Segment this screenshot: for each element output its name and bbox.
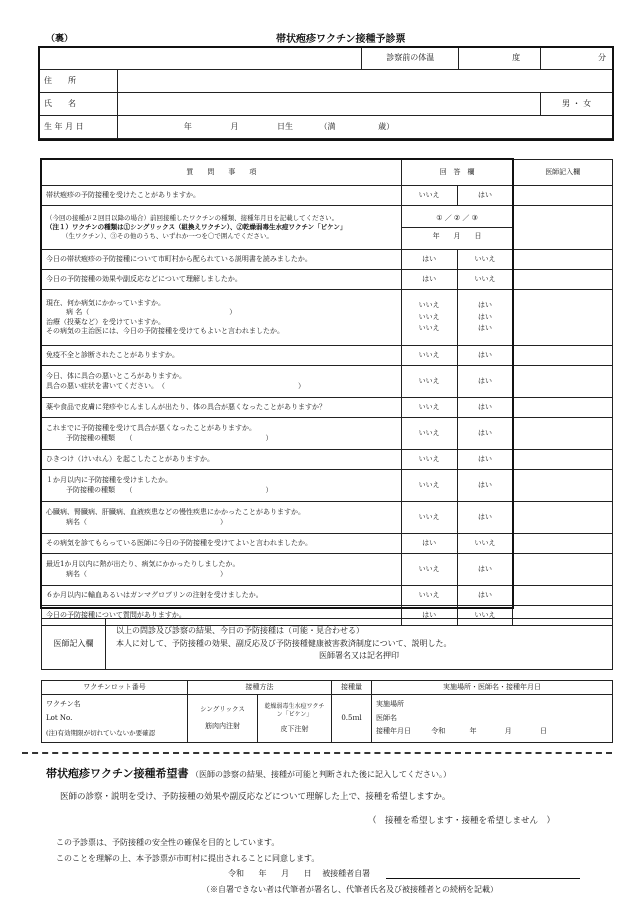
lot-number-label: Lot No. <box>46 714 73 723</box>
q14-answer-no[interactable]: いいえ <box>401 554 457 586</box>
q15-answer-no[interactable]: いいえ <box>401 586 457 606</box>
name-field[interactable] <box>117 93 540 116</box>
header-method: 接種方法 <box>188 681 332 695</box>
address-field[interactable] <box>117 70 612 93</box>
signature-era: 令和 <box>228 869 244 878</box>
q16-answer-no[interactable]: いいえ <box>457 606 513 626</box>
doctor-section-label: 医師記入欄 <box>42 619 106 670</box>
place-cell[interactable] <box>372 695 613 743</box>
question-11 <box>42 470 402 502</box>
vaccination-date-month: 月 <box>504 727 512 736</box>
question-10: ひきつけ（けいれん）を起こしたことがありますか。 <box>42 450 402 470</box>
q13-doctor-cell[interactable] <box>513 534 613 554</box>
question-14 <box>42 554 402 586</box>
q5-sick-no[interactable]: いいえ <box>418 301 440 310</box>
q5-answers-yes <box>457 290 513 346</box>
q10-doctor-cell[interactable] <box>513 450 613 470</box>
place-label: 実施場所 <box>376 700 404 709</box>
q6-answer-yes[interactable]: はい <box>457 346 513 366</box>
doctor-name-label: 医師名 <box>376 713 397 722</box>
signature-row <box>228 868 370 879</box>
question-11-line2: 予防接種の種類 （ ） <box>66 485 273 494</box>
cut-line <box>22 752 612 754</box>
signature-year: 年 <box>258 869 267 878</box>
age-open: （満 <box>319 121 336 131</box>
q9-answer-yes[interactable]: はい <box>457 418 513 450</box>
dob-field[interactable] <box>117 116 612 139</box>
vaccine-name-label: ワクチン名 <box>46 699 81 708</box>
question-15: ６か月以内に輸血あるいはガンマグロブリンの注射を受けましたか。 <box>42 586 402 606</box>
doctor-result-line: 以上の問診及び診察の結果、今日の予防接種は（可能・見合わせる） <box>116 625 364 635</box>
q4-answer-yes[interactable]: はい <box>401 270 457 290</box>
doctor-explanation-line: 本人に対して、予防接種の効果、副反応及び予防接種健康被害救済制度について、説明した。 <box>116 638 452 648</box>
q16-answer-yes[interactable]: はい <box>401 606 457 626</box>
q3-answer-no[interactable]: いいえ <box>457 250 513 270</box>
column-question: 質 問 事 項 <box>42 160 402 186</box>
column-doctor: 医師記入欄 <box>513 160 613 186</box>
vaccination-date-era: 令和 <box>431 727 446 736</box>
q15-answer-yes[interactable]: はい <box>457 586 513 606</box>
question-1: 帯状疱疹の予防接種を受けたことがありますか。 <box>42 186 402 206</box>
question-16: 今日の予防接種について質問がありますか。 <box>42 606 402 626</box>
question-5-line1: 現在、何か病気にかかっていますか。 <box>46 298 165 307</box>
personal-info-table <box>39 46 613 139</box>
vaccine-table <box>41 680 613 743</box>
q5-doctor-cell[interactable] <box>513 290 613 346</box>
q2-vaccine-choices[interactable]: ① ／ ② ／ ③ <box>402 210 513 228</box>
request-title-row <box>46 765 451 781</box>
dob-month: 月 <box>230 121 239 131</box>
sex-options[interactable]: 男 ・ 女 <box>541 93 613 116</box>
questionnaire-table <box>41 159 613 626</box>
method-biken[interactable] <box>258 695 332 743</box>
q3-doctor-cell[interactable] <box>513 250 613 270</box>
amount-value: 0.5ｍl <box>332 695 372 743</box>
q14-doctor-cell[interactable] <box>513 554 613 586</box>
question-2-line3: （生ワクチン）、③その他のうち、いずれか一つを〇で囲んでください。 <box>62 231 273 240</box>
request-title: 帯状疱疹ワクチン接種希望書 <box>46 767 189 780</box>
q12-answer-no[interactable]: いいえ <box>401 502 457 534</box>
q5-treatment-yes[interactable]: はい <box>477 312 492 321</box>
question-5-line4: その病気の主治医には、今日の予防接種を受けてもよいと言われましたか。 <box>46 326 284 335</box>
q10-answer-yes[interactable]: はい <box>457 450 513 470</box>
question-12-line2: 病名（ ） <box>66 517 227 526</box>
q10-answer-no[interactable]: いいえ <box>401 450 457 470</box>
column-answer: 回 答 欄 <box>401 160 513 186</box>
signature-label: 被接種者自署 <box>322 869 371 878</box>
expiry-note: (注)有効期限が切れていないか要確認 <box>46 728 156 737</box>
question-14-line2: 病名（ ） <box>66 569 227 578</box>
q12-doctor-cell[interactable] <box>513 502 613 534</box>
dob-label: 生 年 月 日 <box>40 116 118 139</box>
q8-doctor-cell[interactable] <box>513 398 613 418</box>
header-place: 実施場所・医師名・接種年月日 <box>372 681 613 695</box>
header-amount: 接種量 <box>332 681 372 695</box>
question-7 <box>42 366 402 398</box>
question-3: 今日の帯状疱疹の予防接種について市町村から配られている説明書を読みましたか。 <box>42 250 402 270</box>
q5-treatment-no[interactable]: いいえ <box>418 312 440 321</box>
request-choice[interactable]: （ 接種を希望します・接種を希望しません ） <box>368 816 556 826</box>
q7-answer-yes[interactable]: はい <box>457 366 513 398</box>
question-9-line1: これまでに予防接種を受けて具合が悪くなったことがありますか。 <box>46 424 256 433</box>
q2-answer[interactable] <box>401 206 513 250</box>
shingrix-label: シングリックス <box>200 705 245 714</box>
vaccination-date-label: 接種年月日 <box>376 727 411 736</box>
page-title: 帯状疱疹ワクチン接種予診票 <box>276 34 406 45</box>
question-8: 薬や食品で皮膚に発疹やじんましんが出たり、体の具合が悪くなったことがありますか？ <box>42 398 402 418</box>
question-12-line1: 心臓病、腎臓病、肝臓病、血液疾患などの慢性疾患にかかったことがありますか。 <box>46 508 305 517</box>
page-side-label: （裏） <box>46 34 74 44</box>
question-12 <box>42 502 402 534</box>
question-2-line2: （注１）ワクチンの種類は①シングリックス（組換えワクチン）、②乾燥弱毒生水痘ワクチン「ビケン」 <box>46 223 347 232</box>
q5-doctor-ok-yes[interactable]: はい <box>477 324 492 333</box>
question-7-line2: 具合の悪い症状を書いてください。 （ ） <box>46 381 305 390</box>
signature-day: 日 <box>303 869 312 878</box>
vaccination-date-year: 年 <box>469 727 477 736</box>
dob-day: 日生 <box>276 121 293 131</box>
q13-answer-yes[interactable]: はい <box>401 534 457 554</box>
q11-answer-no[interactable]: いいえ <box>401 470 457 502</box>
q7-doctor-cell[interactable] <box>513 366 613 398</box>
biken-label: 乾燥弱毒生水痘ワクチン「ビケン」 <box>264 702 325 718</box>
request-note-2: このことを理解の上、本予診票が市町村に提出されることに同意します。 <box>56 854 320 863</box>
question-9 <box>42 418 402 450</box>
question-14-line1: 最近1か月以内に熱が出たり、病気にかかったりしましたか。 <box>46 560 240 569</box>
header-lot-number: ワクチンロット番号 <box>42 681 188 695</box>
q9-answer-no[interactable]: いいえ <box>401 418 457 450</box>
temperature-minute-unit: 分 <box>598 52 606 62</box>
method-shingrix[interactable] <box>188 695 258 743</box>
q1-answer-yes[interactable]: はい <box>457 186 513 206</box>
question-11-line1: １か月以内に予防接種を受けましたか。 <box>46 476 172 485</box>
question-7-line1: 今日、体に具合の悪いところがありますか。 <box>46 372 186 381</box>
address-label: 住 所 <box>40 70 118 93</box>
q7-answer-no[interactable]: いいえ <box>401 366 457 398</box>
q12-answer-yes[interactable]: はい <box>457 502 513 534</box>
q6-doctor-cell[interactable] <box>513 346 613 366</box>
request-note-1: この予診票は、予防接種の安全性の確保を目的としています。 <box>56 838 280 847</box>
name-label: 氏 名 <box>40 93 118 116</box>
question-5-line2: 病 名（ ） <box>66 308 237 317</box>
request-title-note: （医師の診察の結果、接種が可能と判断された後に記入してください。） <box>191 770 451 779</box>
intramuscular-label: 筋肉内注射 <box>205 722 240 731</box>
dob-year: 年 <box>183 121 192 131</box>
doctor-signature-label: 医師署名又は記名押印 <box>319 651 399 661</box>
q6-answer-no[interactable]: いいえ <box>401 346 457 366</box>
subcutaneous-label: 皮下注射 <box>280 724 309 733</box>
lot-cell[interactable] <box>42 695 188 743</box>
q3-answer-yes[interactable]: はい <box>401 250 457 270</box>
question-6: 免疫不全と診断されたことがありますか。 <box>42 346 402 366</box>
q8-answer-yes[interactable]: はい <box>457 398 513 418</box>
q8-answer-no[interactable]: いいえ <box>401 398 457 418</box>
q11-answer-yes[interactable]: はい <box>457 470 513 502</box>
q1-answer-no[interactable]: いいえ <box>401 186 457 206</box>
q4-doctor-cell[interactable] <box>513 270 613 290</box>
age-close: 歳） <box>378 121 395 131</box>
question-9-line2: 予防接種の種類 （ ） <box>66 433 273 442</box>
signature-month: 月 <box>281 869 290 878</box>
q4-answer-no[interactable]: いいえ <box>457 270 513 290</box>
signature-field[interactable] <box>386 878 580 879</box>
doctor-section <box>41 618 613 670</box>
q1-doctor-cell[interactable] <box>513 186 613 206</box>
q5-sick-yes[interactable]: はい <box>477 301 492 310</box>
question-5 <box>42 290 402 346</box>
question-4: 今日の予防接種の効果や副反応などについて理解しましたか。 <box>42 270 402 290</box>
q5-doctor-ok-no[interactable]: いいえ <box>418 324 440 333</box>
q11-doctor-cell[interactable] <box>513 470 613 502</box>
q13-answer-no[interactable]: いいえ <box>457 534 513 554</box>
temperature-degree-unit: 度 <box>512 52 521 62</box>
q14-answer-yes[interactable]: はい <box>457 554 513 586</box>
question-2-line1: （今回の接種が２回目以降の場合）前回接種したワクチンの種類、接種年月日を記載してください。 <box>46 214 339 223</box>
q2-date[interactable]: 年 月 日 <box>432 232 482 240</box>
question-5-line3: 治療（投薬など）を受けていますか。 <box>46 317 165 326</box>
temperature-minute-field[interactable] <box>541 47 613 70</box>
temperature-label: 診察前の体温 <box>362 47 459 70</box>
question-2 <box>42 206 402 250</box>
vaccination-date-day: 日 <box>539 727 547 736</box>
q2-doctor-cell[interactable] <box>513 206 613 250</box>
q5-answers-no <box>401 290 457 346</box>
q15-doctor-cell[interactable] <box>513 586 613 606</box>
temperature-degree-field[interactable] <box>459 47 541 70</box>
q9-doctor-cell[interactable] <box>513 418 613 450</box>
signature-note: （※自署できない者は代筆者が署名し、代筆者氏名及び被接種者との続柄を記載） <box>202 885 498 894</box>
request-body: 医師の診察・説明を受け、予防接種の効果や副反応などについて理解した上で、接種を希望しますか。 <box>60 792 451 802</box>
question-13: その病気を診てもらっている医師に今日の予防接種を受けてよいと言われましたか。 <box>42 534 402 554</box>
